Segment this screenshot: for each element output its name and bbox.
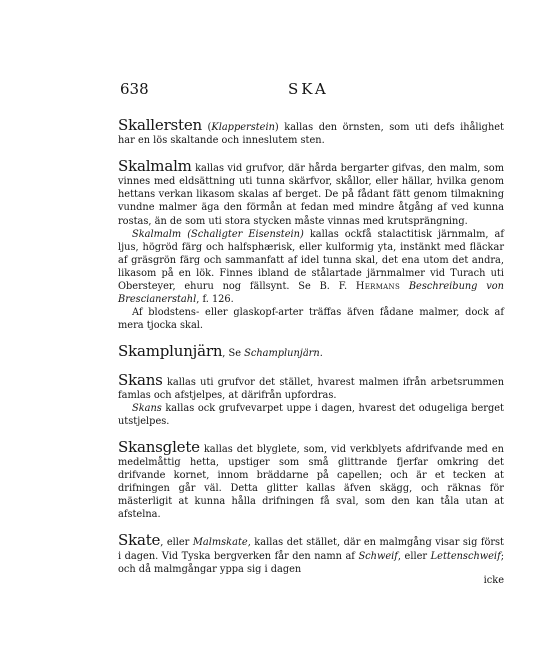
page-number: 638 [120,80,149,98]
text: , eller [397,550,431,562]
italic-term: Klapperstein [211,122,275,133]
paragraph [118,228,504,307]
italic-term: Lettenschweif [430,550,501,562]
italic-term: Malmskate [192,537,248,549]
headword: Skansglete [118,437,200,456]
italic-term: Skalmalm (Schaligter Eisenstein) [132,228,304,240]
italic-title: Beschreibung von Brescianerstahl [118,281,504,306]
catchword: icke [483,574,504,586]
entry-skans [118,370,504,428]
text: . [319,348,323,360]
entry-skate [118,533,504,585]
headword: Skamplunjärn [118,342,223,361]
text: kallas det blyglete, som, vid verkblyets afdrifvande med en medelmåttig hetta, upstiger som små glittrande fjerfar omkring det drifvande kornet, innom bräddarne på capellen; och är et tecken at drifningen går väl. Detta glitter kallas äfven skägg, och räknas för mästerligit at kunna hålla drifningen få sval, som den kan tåla utan at afstelna. [118,443,504,521]
text: kallas ock grufvevarpet uppe i dagen, hvarest det odugeliga berget utstjelpes. [118,402,504,427]
text: , f. 126. [196,294,234,306]
text: kallas ockfå stalactitisk järnmalm, af ljus, högröd färg och halfsphærisk, eller kulformig yta, instänkt med fläckar af gräsgrön färg och sammanfatt af idel tunna skal, det ena utom det andra, likasom på en lök. Finnes ibland de stålartade järnmalmer vid Turach uti Obersteyer, ehuru nog fällsynt. Se B. F. [118,228,504,293]
headword: Skate [118,531,161,550]
italic-term: Schweif [358,550,398,562]
paragraph [118,159,504,227]
text: ) kallas den örnsten, som uti defs ihålighet har en lös skaltande och inneslutem sten. [118,122,504,147]
text: ( [202,122,212,133]
paragraph [118,344,504,360]
entry-skalmalm [118,159,504,332]
author-name: Hermans [355,281,401,293]
text: , Se [222,348,245,360]
entry-skallersten [118,118,504,147]
italic-term: Skans [132,402,162,414]
text [400,281,409,292]
entry-skansglete [118,437,504,522]
text-body [118,118,504,598]
headword: Skans [118,370,163,389]
paragraph [118,437,504,522]
headword: Skalmalm [118,157,192,176]
text: , kallas det stället, där en malmgång visar sig först i dagen. Vid Tyska bergverken får den namn af [118,537,504,562]
headword: Skallersten [118,116,203,134]
text: kallas vid grufvor, där hårda bergarter gifvas, den malm, som vinnes med eldsättning uti tunna skärfvor, skållor, eller hällar, hvilka genom hettans verkan likasom skalas af berget. De på fådant fätt genom tilmakning vundne malmer äga den förmån at fedan med mindre åtgång af ved kunna rostas, än de som uti stora stycken måste vinnas med krutsprängning. [118,163,504,227]
italic-term: Schamplunjärn [244,348,320,360]
paragraph [118,533,504,575]
text: , eller [160,537,193,549]
entry-skamplunjarn [118,344,504,360]
paragraph [118,118,504,147]
running-head: SKA [288,80,329,98]
text: kallas uti grufvor det stället, hvarest malmen ifrån arbetsrummen famlas och afstjelpes, at därifrån upfordras. [118,376,504,401]
paragraph: Af blodstens- eller glaskopf-arter träffas äfven fådane malmer, dock af mera tjocka skal. [118,307,504,332]
paragraph [118,370,504,402]
text: ; och då malmgångar yppa sig i dagen [118,550,505,575]
paragraph [118,402,504,428]
